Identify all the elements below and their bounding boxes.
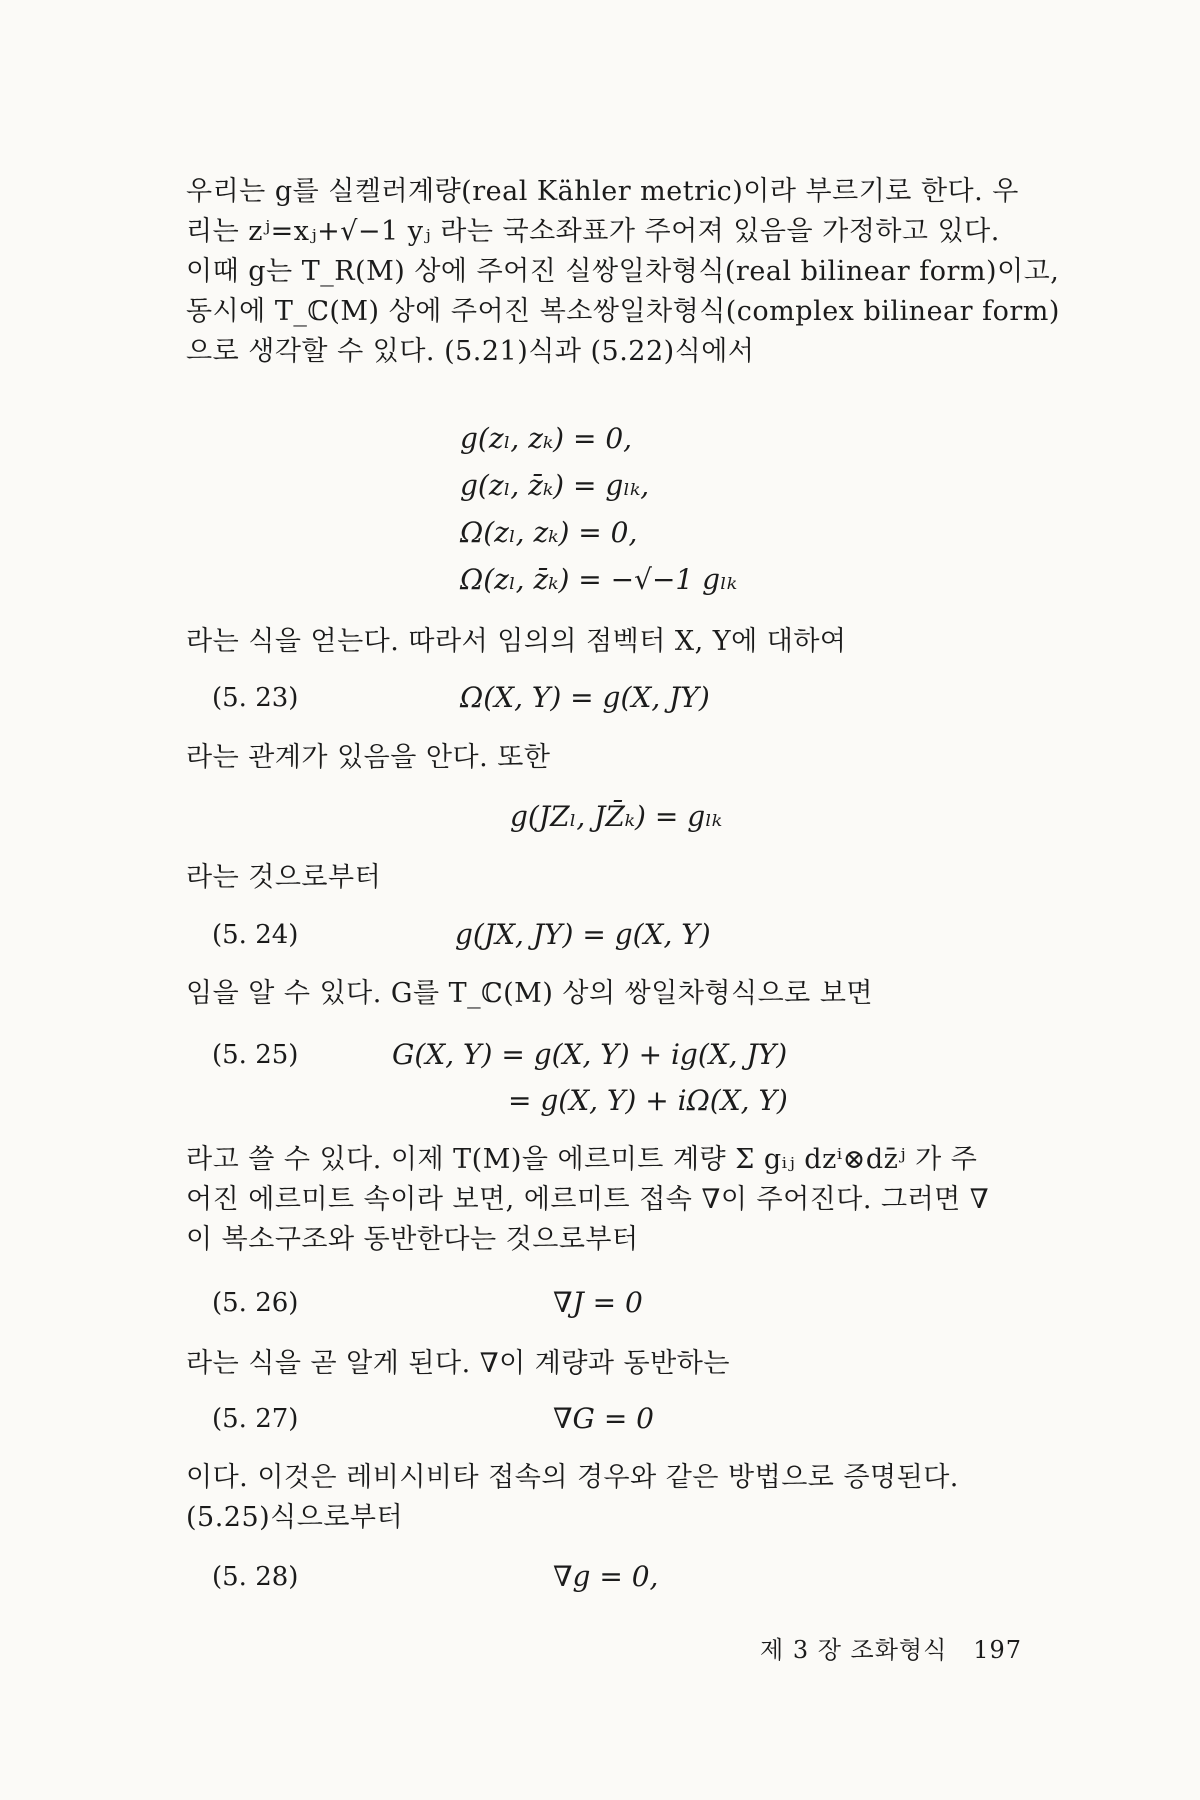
paragraph [186,1344,1034,1384]
page-footer [760,1630,1022,1665]
text-line: 임을 알 수 있다. G를 T_ℂ(M) 상의 쌍일차형식으로 보면 [186,978,873,1009]
equation: ∇g = 0, [553,1560,659,1593]
text-line: 라는 식을 얻는다. 따라서 임의의 점벡터 X, Y에 대하여 [186,626,847,657]
equation: G(X, Y) = g(X, Y) + ig(X, JY) [392,1038,788,1071]
equation-number: (5. 28) [212,1562,299,1592]
equation: g(JZₗ, JZ̄ₖ) = gₗₖ [510,800,723,833]
equation-number: (5. 26) [212,1288,299,1318]
page-number: 197 [973,1636,1023,1664]
text-line: 이때 g는 T_R(M) 상에 주어진 실쌍일차형식(real bilinear form)이고, [186,256,1060,287]
equation: ∇J = 0 [553,1286,643,1319]
text-line: 어진 에르미트 속이라 보면, 에르미트 접속 ∇이 주어진다. 그러면 ∇ [186,1184,990,1215]
equation-number: (5. 27) [212,1404,299,1434]
equation-number: (5. 25) [212,1040,299,1070]
equation-number: (5. 24) [212,920,299,950]
paragraph [186,974,1034,1014]
paragraph [186,1140,1034,1260]
paragraph [186,1458,1034,1538]
text-line: 동시에 T_ℂ(M) 상에 주어진 복소쌍일차형식(complex bilinear form) [186,296,1060,327]
equation-number: (5. 23) [212,683,299,713]
text-line: 이다. 이것은 레비시비타 접속의 경우와 같은 방법으로 증명된다. [186,1462,959,1493]
paragraph [186,858,1034,898]
equation: ∇G = 0 [553,1402,654,1435]
equation: g(JX, JY) = g(X, Y) [455,918,711,951]
chapter-title: 제 3 장 조화형식 [760,1636,948,1664]
text-line: 라는 식을 곧 알게 된다. ∇이 계량과 동반하는 [186,1348,730,1379]
text-line: 라고 쓸 수 있다. 이제 T(M)을 에르미트 계량 Σ gᵢⱼ dzⁱ⊗dz̄ʲ 가 주 [186,1144,978,1175]
equation: Ω(X, Y) = g(X, JY) [460,681,710,714]
equation-line: g(zₗ, z̄ₖ) = gₗₖ, [460,469,650,502]
text-line: 우리는 g를 실켈러계량(real Kähler metric)이라 부르기로 한다. 우 [186,176,1019,207]
equation-line: Ω(zₗ, z̄ₖ) = −√−1 gₗₖ [460,563,738,596]
text-line: 라는 것으로부터 [186,862,382,893]
text-line: 리는 zʲ=xⱼ+√−1 yⱼ 라는 국소좌표가 주어져 있음을 가정하고 있다. [186,216,1000,247]
equation-line: Ω(zₗ, zₖ) = 0, [460,516,638,549]
text-line: 이 복소구조와 동반한다는 것으로부터 [186,1224,639,1255]
paragraph [186,622,1034,662]
paragraph [186,738,1034,778]
equation: = g(X, Y) + iΩ(X, Y) [508,1084,788,1117]
paragraph-intro [186,172,1060,372]
text-line: 라는 관계가 있음을 안다. 또한 [186,742,551,773]
text-line: (5.25)식으로부터 [186,1502,404,1533]
text-line: 으로 생각할 수 있다. (5.21)식과 (5.22)식에서 [186,336,755,367]
equation-line: g(zₗ, zₖ) = 0, [460,422,633,455]
